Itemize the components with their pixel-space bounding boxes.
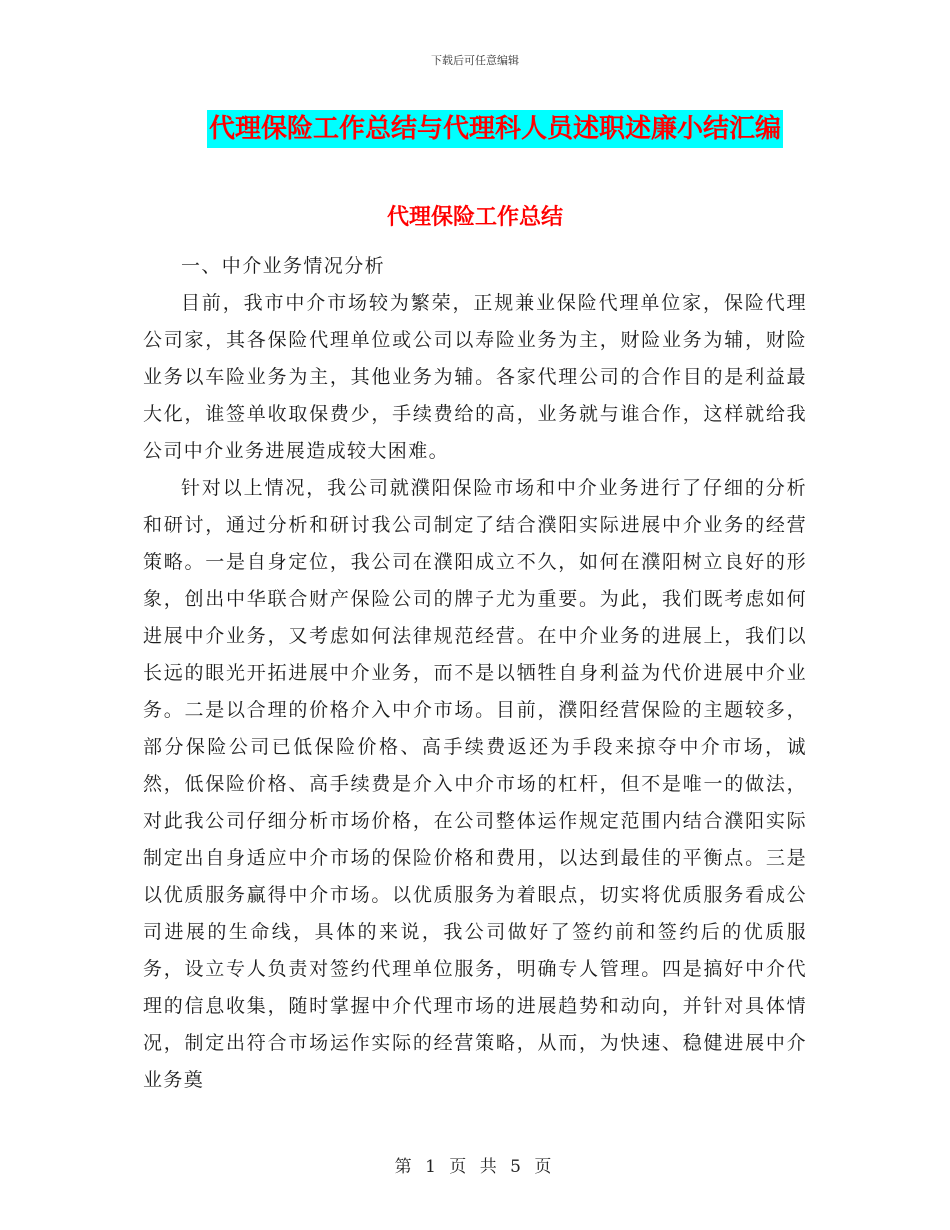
document-title-wrap: [0, 110, 950, 148]
paragraph-heading: 一、中介业务情况分析: [181, 255, 386, 277]
section-title: 代理保险工作总结: [386, 205, 563, 230]
paragraph: 目前，我市中介市场较为繁荣，正规兼业保险代理单位家，保险代理公司家，其各保险代理单位或公司以寿险业务为主，财险业务为辅，财险业务以车险业务为主，其他业务为辅。各家代理公司的合作目的是利益最大化，谁签单收取保费少，手续费给的高，业务就与谁合作，这样就给我公司中介业务进展造成较大困难。: [143, 292, 807, 462]
document-title: 代理保险工作总结与代理科人员述职述廉小结汇编: [207, 110, 783, 148]
paragraph: 针对以上情况，我公司就濮阳保险市场和中介业务进行了仔细的分析和研讨，通过分析和研讨我公司制定了结合濮阳实际进展中介业务的经营策略。一是自身定位，我公司在濮阳成立不久，如何在濮阳树立良好的形象，创出中华联合财产保险公司的牌子尤为重要。为此，我们既考虑如何进展中介业务，又考虑如何法律规范经营。在中介业务的进展上，我们以长远的眼光开拓进展中介业务，而不是以牺牲自身利益为代价进展中介业务。二是以合理的价格介入中介市场。目前，濮阳经营保险的主题较多，部分保险公司已低保险价格、高手续费返还为手段来掠夺中介市场，诚然，低保险价格、高手续费是介入中介市场的杠杆，但不是唯一的做法，对此我公司仔细分析市场价格，在公司整体运作规定范围内结合濮阳实际制定出自身适应中介市场的保险价格和费用，以达到最佳的平衡点。三是以优质服务赢得中介市场。以优质服务为着眼点，切实将优质服务看成公司进展的生命线，具体的来说，我公司做好了签约前和签约后的优质服务，设立专人负责对签约代理单位服务，明确专人管理。四是搞好中介代理的信息收集，随时掌握中介代理市场的进展趋势和动向，并针对具体情况，制定出符合市场运作实际的经营策略，从而，为快速、稳健进展中介业务奠: [143, 477, 807, 1091]
page-footer: 第 1 页 共 5 页: [394, 1157, 556, 1177]
body-text: [143, 248, 807, 1099]
header-note: 下载后可任意编辑: [431, 54, 519, 67]
